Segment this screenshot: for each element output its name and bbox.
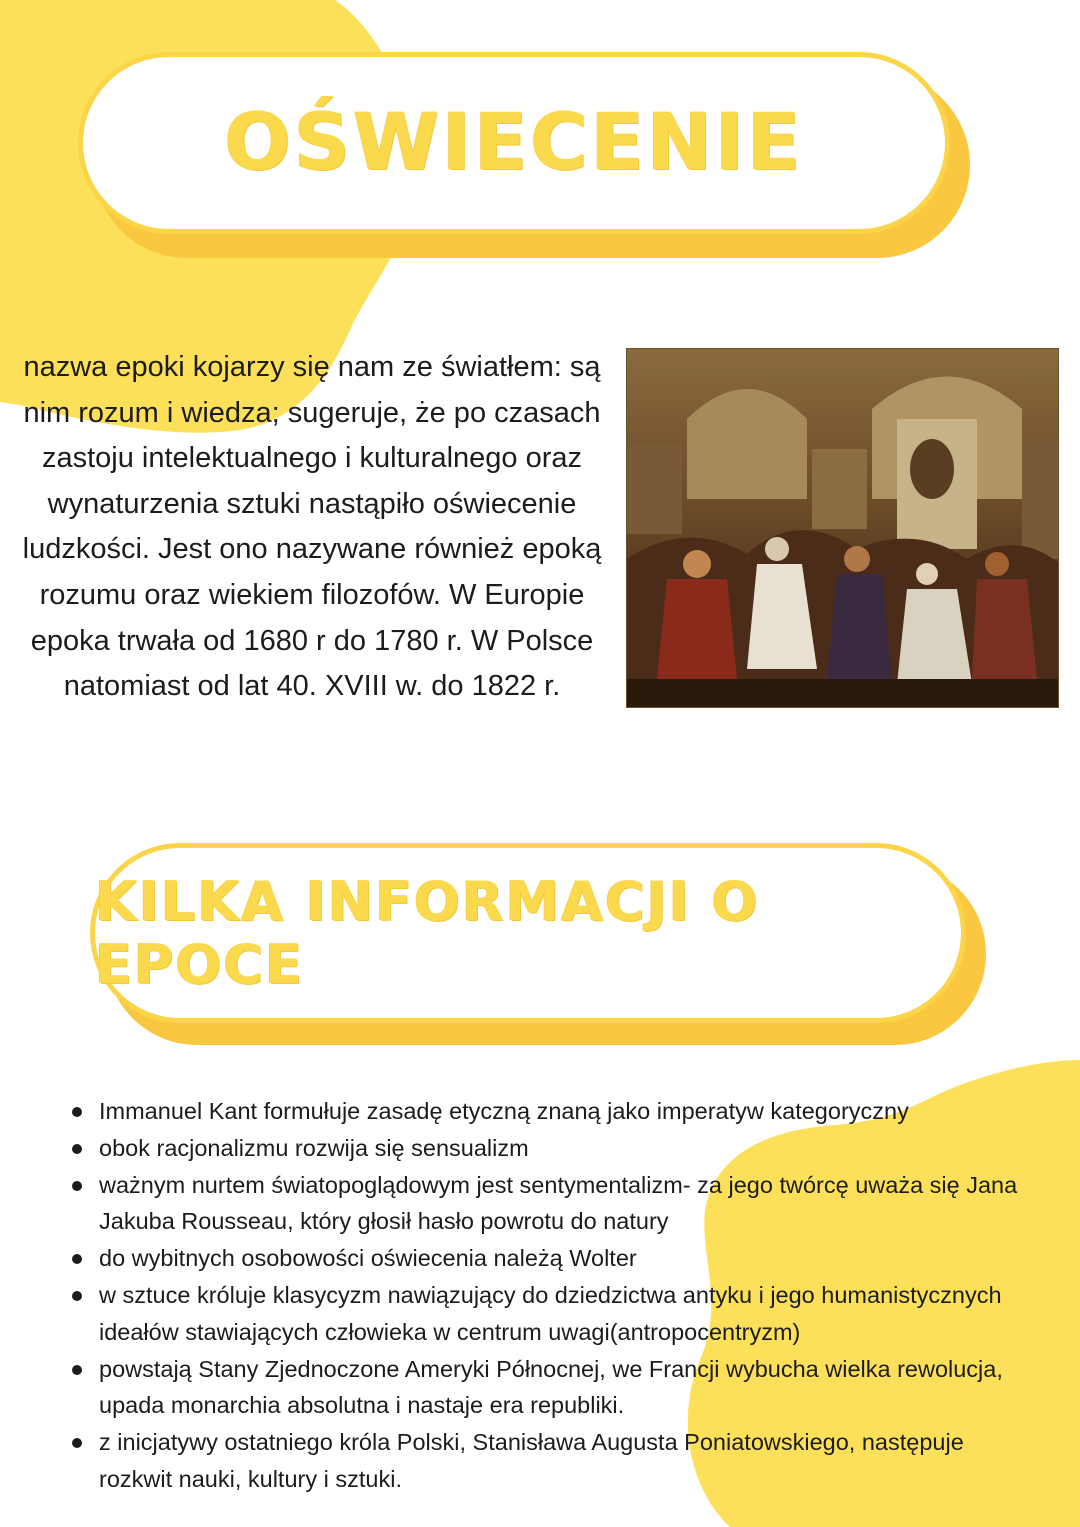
list-item: obok racjonalizmu rozwija się sensualizm xyxy=(62,1130,1042,1167)
section-title: KILKA INFORMACJI O EPOCE xyxy=(95,870,760,996)
list-item: w sztuce króluje klasycyzm nawiązujący do dziedzictwa antyku i jego humanistycznych ideałów stawiających człowieka w centrum uwagi(antropocentryzm) xyxy=(62,1277,1042,1351)
list-item: ważnym nurtem światopoglądowym jest sentymentalizm- za jego twórcę uważa się Jana Jakuba Rousseau, który głosił hasło powrotu do natury xyxy=(62,1167,1042,1241)
historical-painting xyxy=(626,348,1059,708)
list-item: Immanuel Kant formułuje zasadę etyczną znaną jako imperatyw kategoryczny xyxy=(62,1093,1042,1130)
page-title: OŚWIECENIE xyxy=(224,98,804,188)
list-item: z inicjatywy ostatniego króla Polski, Stanisława Augusta Poniatowskiego, następuje rozkwit nauki, kultury i sztuki. xyxy=(62,1424,1042,1498)
title-banner xyxy=(78,52,978,262)
list-item: do wybitnych osobowości oświecenia należą Wolter xyxy=(62,1240,1042,1277)
list-item: powstają Stany Zjednoczone Ameryki Północnej, we Francji wybucha wielka rewolucja, upada monarchia absolutna i nastaje era republiki. xyxy=(62,1351,1042,1425)
section-banner xyxy=(90,843,995,1048)
facts-list xyxy=(62,1093,1042,1498)
intro-paragraph: nazwa epoki kojarzy się nam ze światłem: są nim rozum i wiedza; sugeruje, że po czasach zastoju intelektualnego i kulturalnego oraz wynaturzenia sztuki nastąpiło oświecenie ludzkości. Jest ono nazywane również epoką rozumu oraz wiekiem filozofów. W Europie epoka trwała od 1680 r do 1780 r. W Polsce natomiast od lat 40. XVIII w. do 1822 r. xyxy=(22,351,602,703)
